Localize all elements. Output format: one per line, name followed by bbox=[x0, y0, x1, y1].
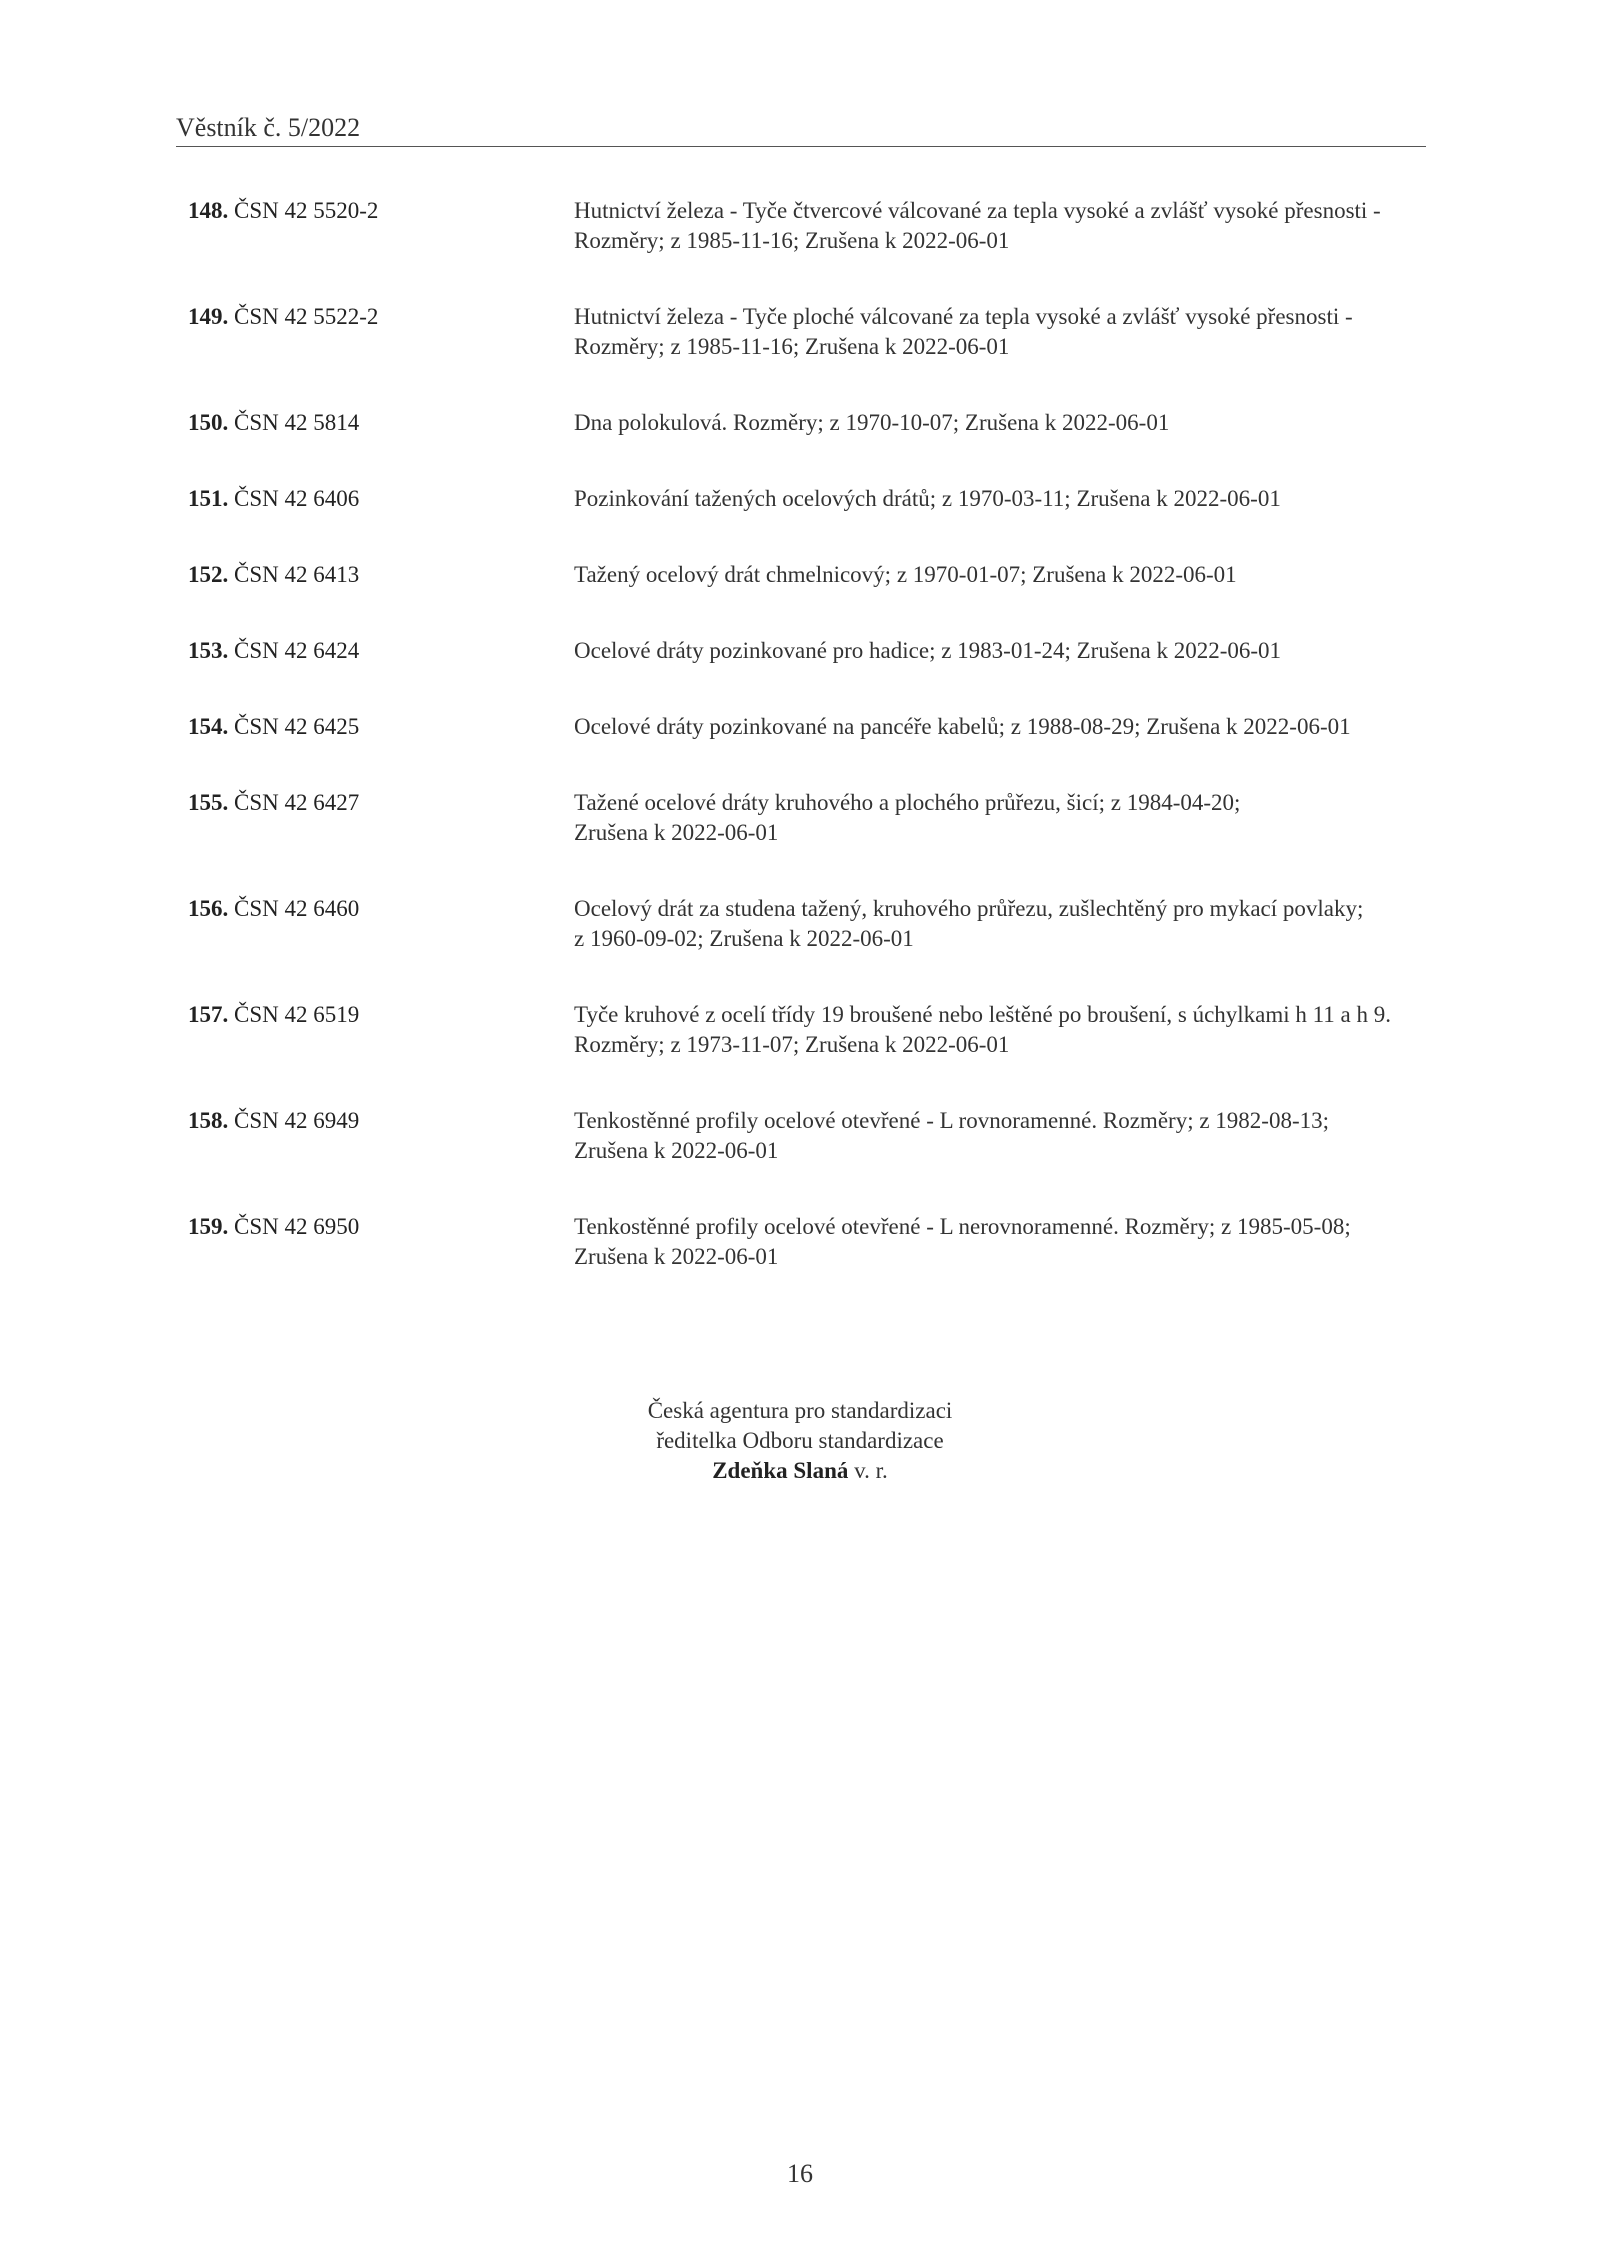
description-line: Tenkostěnné profily ocelové otevřené - L nerovnoramenné. Rozměry; z 1985-05-08; bbox=[574, 1214, 1351, 1239]
description-line: Ocelové dráty pozinkované pro hadice; z 1983-01-24; Zrušena k 2022-06-01 bbox=[574, 638, 1282, 663]
entry-description bbox=[574, 1212, 1424, 1272]
description-line: Tyče kruhové z ocelí třídy 19 broušené nebo leštěné po broušení, s úchylkami h 11 a h 9. bbox=[574, 1002, 1392, 1027]
entry-number: 150. bbox=[188, 410, 229, 435]
entry-number: 152. bbox=[188, 562, 229, 587]
entry-id bbox=[188, 1212, 568, 1242]
entry-description bbox=[574, 196, 1424, 256]
entry-description bbox=[574, 1000, 1424, 1060]
description-line: Hutnictví železa - Tyče ploché válcované za tepla vysoké a zvlášť vysoké přesnosti - bbox=[574, 304, 1353, 329]
entry-id bbox=[188, 636, 568, 666]
signature-organization: Česká agentura pro standardizaci bbox=[647, 1398, 953, 1423]
entry-code: ČSN 42 5522-2 bbox=[234, 304, 379, 329]
entry-description bbox=[574, 636, 1424, 666]
entry-number: 153. bbox=[188, 638, 229, 663]
description-line: Zrušena k 2022-06-01 bbox=[574, 1138, 779, 1163]
entry-description bbox=[574, 1106, 1424, 1166]
entry-number: 159. bbox=[188, 1214, 229, 1239]
entry-code: ČSN 42 5814 bbox=[234, 410, 360, 435]
entry-number: 157. bbox=[188, 1002, 229, 1027]
entry-description bbox=[574, 894, 1424, 954]
entry-code: ČSN 42 6406 bbox=[234, 486, 360, 511]
entry-number: 155. bbox=[188, 790, 229, 815]
description-line: Tažený ocelový drát chmelnicový; z 1970-01-07; Zrušena k 2022-06-01 bbox=[574, 562, 1237, 587]
description-line: Pozinkování tažených ocelových drátů; z 1970-03-11; Zrušena k 2022-06-01 bbox=[574, 486, 1281, 511]
entry-description bbox=[574, 712, 1424, 742]
description-line: Ocelový drát za studena tažený, kruhového průřezu, zušlechtěný pro mykací povlaky; bbox=[574, 896, 1364, 921]
entry-id bbox=[188, 1000, 568, 1030]
description-line: Tenkostěnné profily ocelové otevřené - L rovnoramenné. Rozměry; z 1982-08-13; bbox=[574, 1108, 1330, 1133]
description-line: Zrušena k 2022-06-01 bbox=[574, 1244, 779, 1269]
signature-block bbox=[500, 1396, 1100, 1486]
entry-number: 148. bbox=[188, 198, 229, 223]
description-line: Ocelové dráty pozinkované na pancéře kabelů; z 1988-08-29; Zrušena k 2022-06-01 bbox=[574, 714, 1351, 739]
journal-title: Věstník č. 5/2022 bbox=[176, 113, 361, 142]
entry-id bbox=[188, 712, 568, 742]
entry-description bbox=[574, 302, 1424, 362]
entry-description bbox=[574, 484, 1424, 514]
description-line: Rozměry; z 1985-11-16; Zrušena k 2022-06-01 bbox=[574, 228, 1010, 253]
page-number: 16 bbox=[787, 2159, 813, 2188]
description-line: Dna polokulová. Rozměry; z 1970-10-07; Zrušena k 2022-06-01 bbox=[574, 410, 1170, 435]
entry-id bbox=[188, 408, 568, 438]
description-line: Tažené ocelové dráty kruhového a plochého průřezu, šicí; z 1984-04-20; bbox=[574, 790, 1241, 815]
entry-code: ČSN 42 6949 bbox=[234, 1108, 360, 1133]
page-header bbox=[176, 112, 1426, 147]
description-line: Zrušena k 2022-06-01 bbox=[574, 820, 779, 845]
description-line: Rozměry; z 1985-11-16; Zrušena k 2022-06-01 bbox=[574, 334, 1010, 359]
entry-number: 156. bbox=[188, 896, 229, 921]
entry-id bbox=[188, 196, 568, 226]
entry-id bbox=[188, 894, 568, 924]
entry-code: ČSN 42 6425 bbox=[234, 714, 360, 739]
entry-number: 154. bbox=[188, 714, 229, 739]
entry-code: ČSN 42 6519 bbox=[234, 1002, 360, 1027]
entry-code: ČSN 42 5520-2 bbox=[234, 198, 379, 223]
entry-description bbox=[574, 560, 1424, 590]
entry-number: 151. bbox=[188, 486, 229, 511]
entry-code: ČSN 42 6460 bbox=[234, 896, 360, 921]
entry-description bbox=[574, 408, 1424, 438]
signatory-name: Zdeňka Slaná bbox=[712, 1458, 849, 1483]
entry-id bbox=[188, 1106, 568, 1136]
entry-code: ČSN 42 6424 bbox=[234, 638, 360, 663]
description-line: Rozměry; z 1973-11-07; Zrušena k 2022-06-01 bbox=[574, 1032, 1010, 1057]
entry-code: ČSN 42 6427 bbox=[234, 790, 360, 815]
description-line: z 1960-09-02; Zrušena k 2022-06-01 bbox=[574, 926, 914, 951]
entry-code: ČSN 42 6413 bbox=[234, 562, 360, 587]
entry-number: 149. bbox=[188, 304, 229, 329]
entry-id bbox=[188, 560, 568, 590]
entry-id bbox=[188, 484, 568, 514]
entry-number: 158. bbox=[188, 1108, 229, 1133]
entry-code: ČSN 42 6950 bbox=[234, 1214, 360, 1239]
entry-id bbox=[188, 788, 568, 818]
description-line: Hutnictví železa - Tyče čtvercové válcované za tepla vysoké a zvlášť vysoké přesnosti - bbox=[574, 198, 1381, 223]
signature-role: ředitelka Odboru standardizace bbox=[656, 1428, 944, 1453]
signature-suffix: v. r. bbox=[848, 1458, 888, 1483]
entry-id bbox=[188, 302, 568, 332]
entry-description bbox=[574, 788, 1424, 848]
signature-name-line bbox=[500, 1456, 1100, 1486]
